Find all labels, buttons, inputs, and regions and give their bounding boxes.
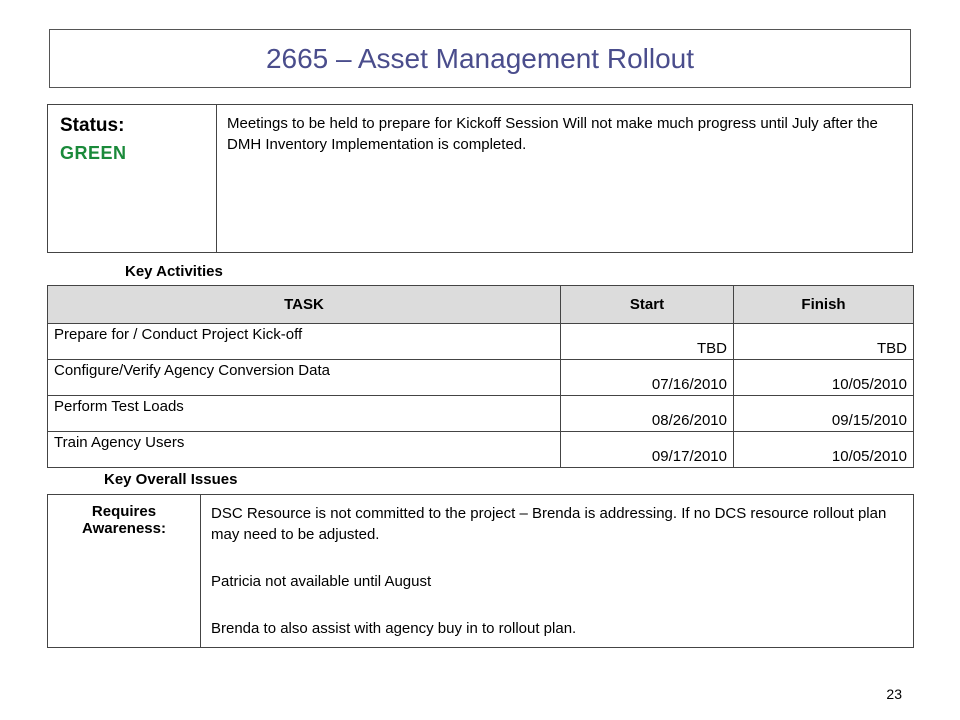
- table-row: [48, 324, 914, 360]
- status-box: [47, 104, 913, 253]
- start-date: 08/26/2010: [651, 412, 727, 429]
- issues-list: [201, 495, 914, 648]
- table-row: [48, 432, 914, 468]
- issue-item: Patricia not available until August: [211, 573, 432, 590]
- column-header-finish: Finish: [734, 286, 914, 324]
- table-header-row: [48, 286, 914, 324]
- start-cell: [561, 360, 734, 396]
- status-value: GREEN: [60, 143, 127, 163]
- issue-item: Brenda to also assist with agency buy in to rollout plan.: [211, 620, 577, 637]
- page-number: 23: [886, 686, 902, 702]
- status-indicator: [48, 105, 217, 252]
- column-header-task: TASK: [48, 286, 561, 324]
- finish-cell: [734, 396, 914, 432]
- finish-date: 10/05/2010: [831, 448, 907, 465]
- key-activities-heading: Key Activities: [125, 263, 223, 280]
- status-label: Status:: [60, 115, 125, 136]
- start-cell: [561, 396, 734, 432]
- table-row: [48, 495, 914, 648]
- finish-date: TBD: [877, 340, 907, 357]
- requires-awareness-label: Requires Awareness:: [48, 495, 201, 648]
- key-issues-table: [47, 494, 914, 648]
- task-cell: Perform Test Loads: [48, 396, 561, 432]
- task-cell: Configure/Verify Agency Conversion Data: [48, 360, 561, 396]
- finish-date: 10/05/2010: [831, 376, 907, 393]
- task-cell: Train Agency Users: [48, 432, 561, 468]
- start-date: 07/16/2010: [651, 376, 727, 393]
- start-date: TBD: [697, 340, 727, 357]
- finish-cell: [734, 432, 914, 468]
- column-header-start: Start: [561, 286, 734, 324]
- title-box: [49, 29, 911, 88]
- start-cell: [561, 324, 734, 360]
- key-issues-heading: Key Overall Issues: [104, 471, 238, 488]
- finish-date: 09/15/2010: [831, 412, 907, 429]
- finish-cell: [734, 360, 914, 396]
- issue-item: DSC Resource is not committed to the project – Brenda is addressing. If no DCS resource rollout plan may need to be adjusted.: [211, 505, 887, 543]
- page-title: 2665 – Asset Management Rollout: [265, 42, 695, 74]
- start-date: 09/17/2010: [651, 448, 727, 465]
- task-cell: Prepare for / Conduct Project Kick-off: [48, 324, 561, 360]
- finish-cell: [734, 324, 914, 360]
- table-row: [48, 360, 914, 396]
- status-notes: Meetings to be held to prepare for Kickoff Session Will not make much progress until July after the DMH Inventory Implementation is completed.: [227, 115, 878, 153]
- key-activities-table: [47, 285, 914, 468]
- start-cell: [561, 432, 734, 468]
- table-row: [48, 396, 914, 432]
